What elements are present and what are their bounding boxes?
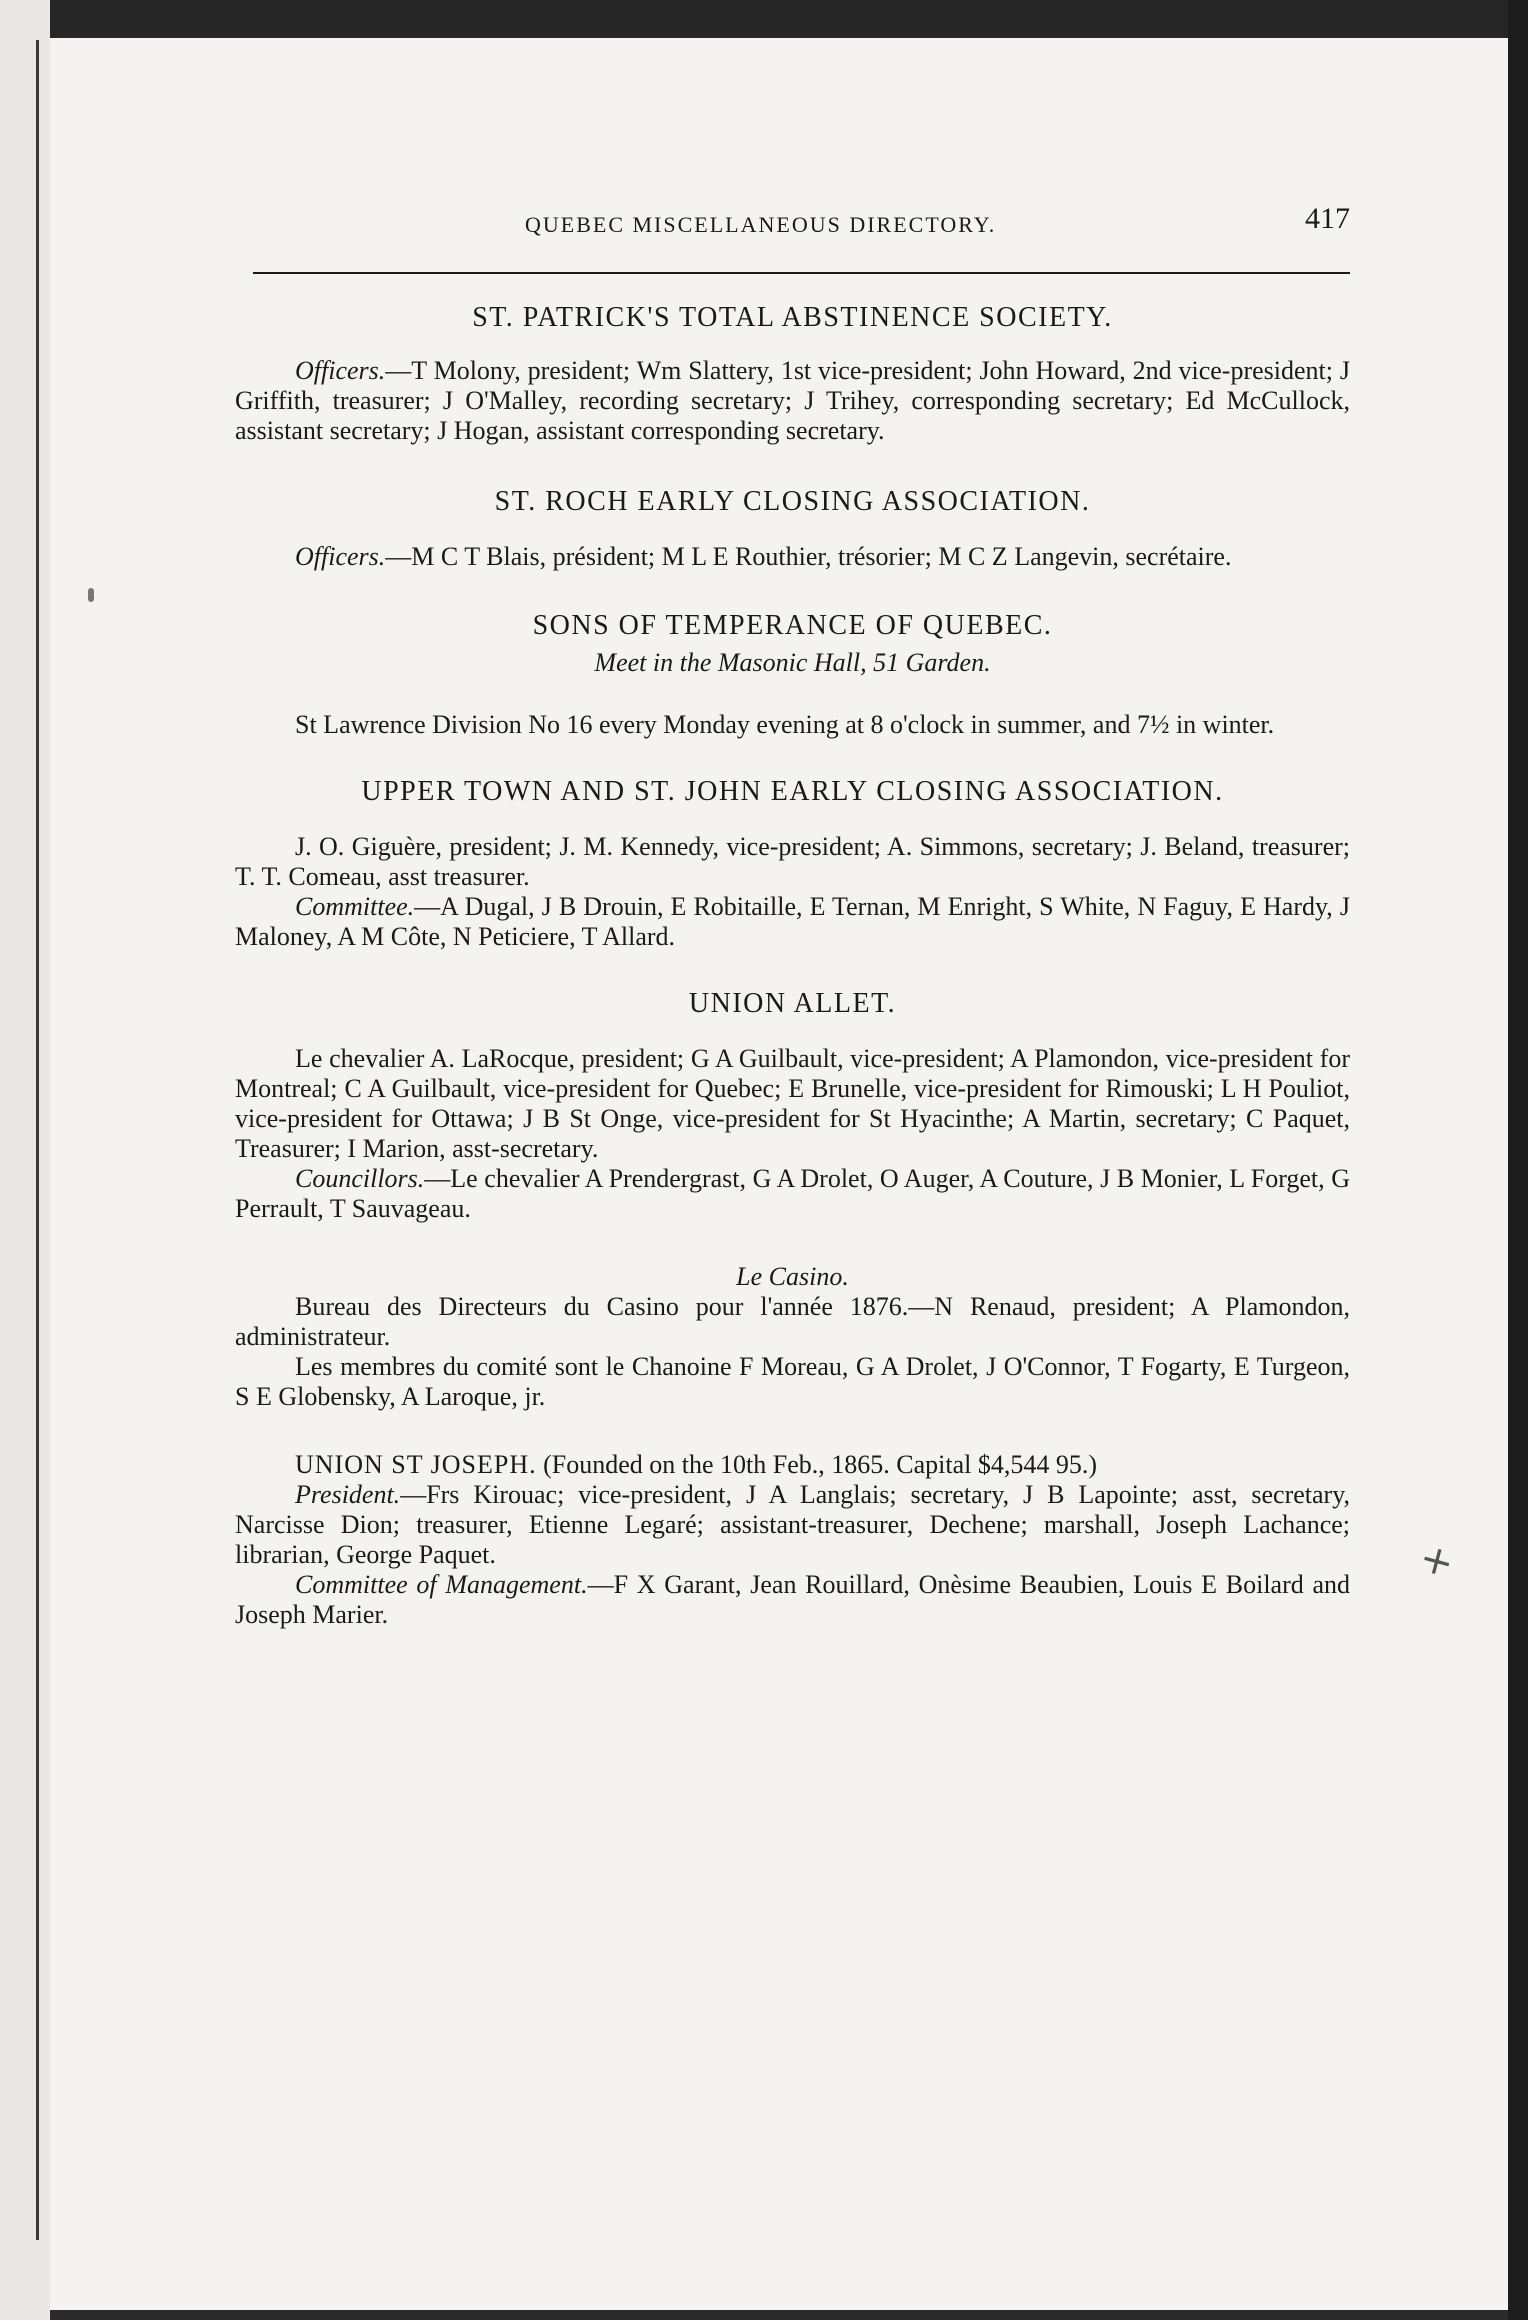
councillors-lead: Councillors.	[295, 1164, 425, 1193]
running-title: QUEBEC MISCELLANEOUS DIRECTORY.	[525, 212, 997, 237]
section-title: SONS OF TEMPERANCE OF QUEBEC.	[532, 610, 1053, 641]
section-title: UNION ALLET.	[688, 988, 897, 1019]
committee-paragraph	[235, 892, 1350, 952]
section-union-st-joseph	[235, 1450, 1350, 1630]
officers-paragraph	[235, 356, 1350, 446]
section-subtitle: Meet in the Masonic Hall, 51 Garden.	[594, 648, 991, 677]
book-spine-edge	[36, 40, 39, 2240]
scan-right-border	[1508, 0, 1528, 2320]
section-title: UPPER TOWN AND ST. JOHN EARLY CLOSING ASSOCIATION.	[361, 776, 1224, 807]
committee-paragraph	[235, 1570, 1350, 1630]
committee-lead: Committee of Management.	[295, 1570, 588, 1599]
president-paragraph	[235, 1480, 1350, 1570]
officers-text: —M C T Blais, président; M L E Routhier, trésorier; M C Z Langevin, secrétaire.	[385, 542, 1232, 571]
founding-paragraph	[235, 1450, 1350, 1480]
committee-text: —F X Garant, Jean Rouillard, Onèsime Beaubien, Louis E Boilard and Joseph Marier.	[235, 1570, 1351, 1629]
section-heading: UNION ST JOSEPH.	[295, 1450, 537, 1479]
section-subtitle: Le Casino.	[736, 1262, 849, 1291]
page-content	[235, 200, 1350, 1630]
section-st-roch	[235, 486, 1350, 572]
members-paragraph: Les membres du comité sont le Chanoine F Moreau, G A Drolet, J O'Connor, T Fogarty, E Turgeon, S E Globensky, A Laroque, jr.	[235, 1352, 1350, 1411]
division-paragraph: St Lawrence Division No 16 every Monday evening at 8 o'clock in summer, and 7½ in winter.	[295, 710, 1275, 739]
president-lead: President.	[295, 1480, 401, 1509]
officers-lead: Officers.	[295, 356, 386, 385]
paper-speck	[88, 588, 94, 602]
officers-paragraph: Le chevalier A. LaRocque, president; G A Guilbault, vice-president; A Plamondon, vice-president for Montreal; C A Guilbault, vice-president for Quebec; E Brunelle, vice-president for Rimouski; L H Pouliot, vice-president for Ottawa; J B St Onge, vice-president for St Hyacinthe; A Martin, secretary; C Paquet, Treasurer; I Marion, asst-secretary.	[235, 1044, 1350, 1163]
page-number: 417	[1305, 202, 1350, 235]
header-rule	[253, 272, 1350, 274]
section-title: ST. ROCH EARLY CLOSING ASSOCIATION.	[494, 486, 1091, 517]
officers-paragraph	[235, 542, 1350, 572]
section-upper-town	[235, 776, 1350, 952]
officers-text: —T Molony, president; Wm Slattery, 1st vice-president; John Howard, 2nd vice-president; J Griffith, treasurer; J O'Malley, recording secretary; J Trihey, corresponding secretary; Ed McCullock, assistant secretary; J Hogan, assistant corresponding secretary.	[235, 356, 1350, 445]
handwritten-cross-mark: +	[1414, 1534, 1459, 1588]
officers-lead: Officers.	[295, 542, 386, 571]
scan-left-margin	[0, 0, 50, 2320]
running-header	[235, 200, 1350, 248]
founding-text: (Founded on the 10th Feb., 1865. Capital $4,544 95.)	[543, 1450, 1098, 1479]
section-le-casino	[235, 1262, 1350, 1412]
bureau-paragraph: Bureau des Directeurs du Casino pour l'année 1876.—N Renaud, president; A Plamondon, administrateur.	[235, 1292, 1350, 1351]
section-union-allet	[235, 988, 1350, 1224]
section-title: ST. PATRICK'S TOTAL ABSTINENCE SOCIETY.	[472, 302, 1113, 333]
officers-paragraph: J. O. Giguère, president; J. M. Kennedy, vice-president; A. Simmons, secretary; J. Beland, treasurer; T. T. Comeau, asst treasurer.	[235, 832, 1350, 891]
councillors-text: —Le chevalier A Prendergrast, G A Drolet, O Auger, A Couture, J B Monier, L Forget, G Perrault, T Sauvageau.	[235, 1164, 1350, 1223]
committee-lead: Committee.	[295, 892, 415, 921]
section-st-patrick	[235, 302, 1350, 446]
scan-top-border	[40, 0, 1528, 38]
section-sons-of-temperance	[235, 610, 1350, 740]
committee-text: —A Dugal, J B Drouin, E Robitaille, E Ternan, M Enright, S White, N Faguy, E Hardy, J Maloney, A M Côte, N Peticiere, T Allard.	[235, 892, 1350, 951]
councillors-paragraph	[235, 1164, 1350, 1224]
president-text: —Frs Kirouac; vice-president, J A Langlais; secretary, J B Lapointe; asst, secretary, Narcisse Dion; treasurer, Etienne Legaré; assistant-treasurer, Dechene; marshall, Joseph Lachance; librarian, George Paquet.	[235, 1480, 1350, 1569]
